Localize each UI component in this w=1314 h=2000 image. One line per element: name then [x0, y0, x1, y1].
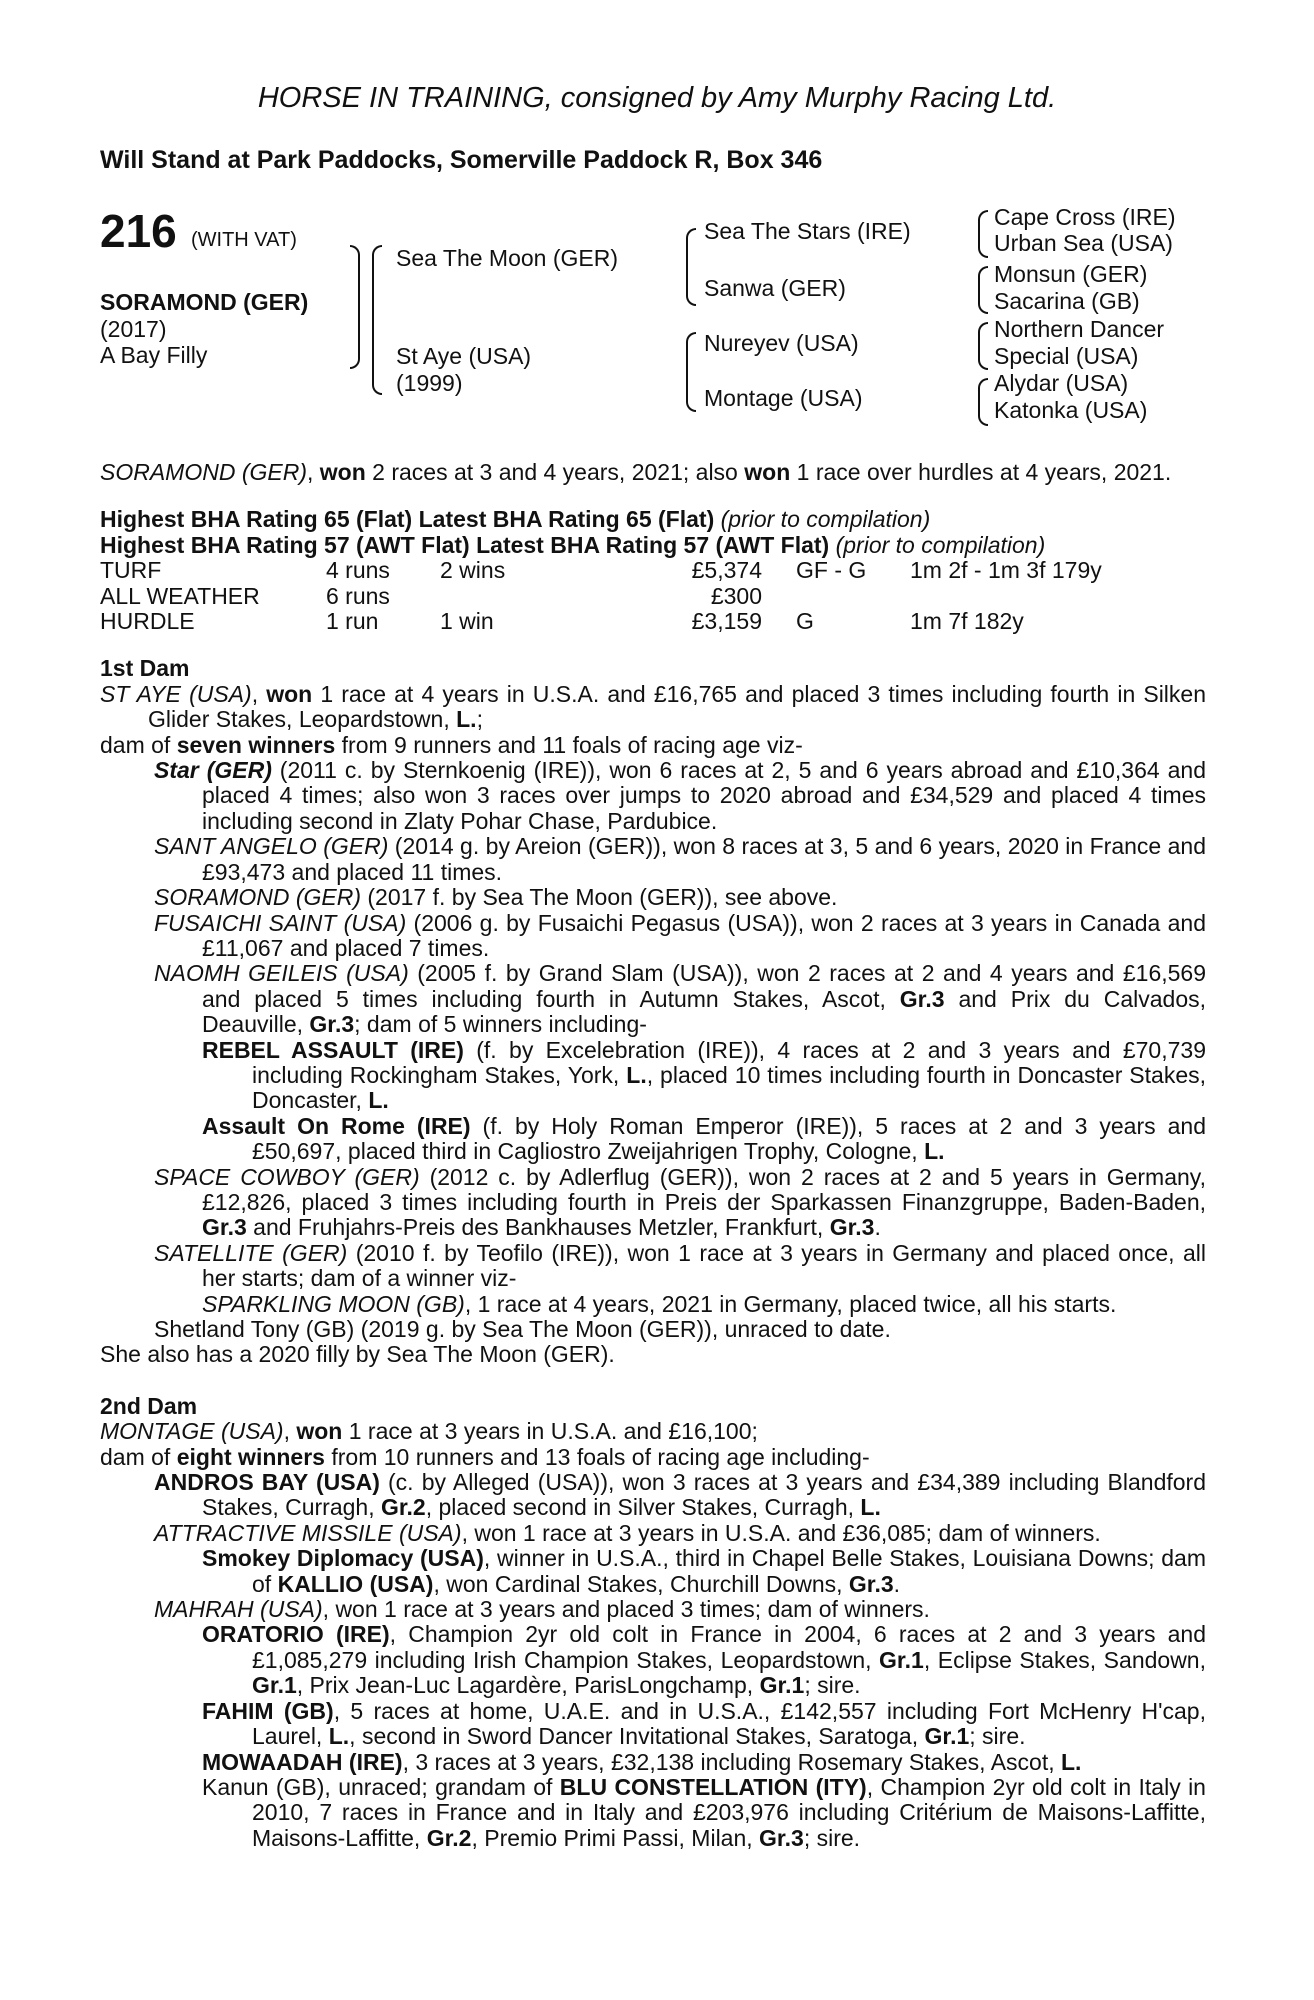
- pedigree-dam-year: (1999): [396, 370, 463, 396]
- list-item: FAHIM (GB), 5 races at home, U.A.E. and in U.S.A., £142,557 including Fort McHenry H'cap, Laurel, L., second in Sword Dancer Invitational Stakes, Saratoga, Gr.1; sire.: [202, 1697, 1206, 1750]
- pedigree-brace: [372, 245, 382, 395]
- catalogue-body: [100, 460, 1206, 1851]
- pedigree-sds: Monsun (GER): [994, 261, 1148, 287]
- pedigree-dam-sire: Nureyev (USA): [704, 330, 859, 356]
- pedigree-sire-dam: Sanwa (GER): [704, 275, 846, 301]
- catalogue-header: HORSE IN TRAINING, consigned by Amy Murphy Racing Ltd.: [257, 82, 1057, 114]
- first-dam-produce: dam of seven winners from 9 runners and 11 foals of racing age viz-: [100, 731, 803, 758]
- pedigree-ssd: Urban Sea (USA): [994, 230, 1173, 256]
- list-item: Kanun (GB), unraced; grandam of BLU CONSTELLATION (ITY), Champion 2yr old colt in Italy in 2010, 7 races in France and in Italy and £203,976 including Critérium de Maisons-Laffitte, Maisons-Laffitte, Gr.2, Premio Primi Passi, Milan, Gr.3; sire.: [202, 1773, 1206, 1851]
- list-item: Assault On Rome (IRE) (f. by Holy Roman Emperor (IRE)), 5 races at 2 and 3 years and £50,697, placed third in Cagliostro Zweijahrigen Trophy, Cologne, L.: [202, 1112, 1206, 1165]
- lot-vat: (WITH VAT): [191, 229, 297, 251]
- race-summary: SORAMOND (GER), won 2 races at 3 and 4 years, 2021; also won 1 race over hurdles at 4 years, 2021.: [100, 459, 1172, 485]
- list-item: Star (GER) (2011 c. by Sternkoenig (IRE)), won 6 races at 2, 5 and 6 years abroad and £10,364 and placed 4 times; also won 3 races over jumps to 2020 abroad and £34,529 and placed 4 times including second in Zlaty Pohar Chase, Pardubice.: [154, 757, 1206, 834]
- list-item: SORAMOND (GER) (2017 f. by Sea The Moon (GER)), see above.: [154, 884, 838, 911]
- lot-name: SORAMOND (GER): [100, 289, 309, 315]
- pedigree-brace: [978, 266, 988, 314]
- first-dam-heading: 1st Dam: [100, 655, 190, 682]
- list-item: FUSAICHI SAINT (USA) (2006 g. by Fusaichi Pegasus (USA)), won 2 races at 3 years in Canada and £11,067 and placed 7 times.: [154, 909, 1206, 961]
- lot-year: (2017): [100, 316, 167, 342]
- pedigree-brace: [686, 332, 696, 412]
- table-row: TURF 4 runs 2 wins £5,374 GF - G 1m 2f - 1m 3f 179y: [100, 557, 1102, 584]
- pedigree-brace: [978, 210, 988, 258]
- lot-number: 216: [100, 205, 177, 257]
- list-item: SATELLITE (GER) (2010 f. by Teofilo (IRE)), won 1 race at 3 years in Germany and placed once, all her starts; dam of a winner viz-: [154, 1239, 1206, 1292]
- second-dam-heading: 2nd Dam: [100, 1392, 198, 1419]
- list-item: SPARKLING MOON (GB), 1 race at 4 years, 2021 in Germany, placed twice, all his starts.: [202, 1290, 1117, 1317]
- pedigree-dss: Northern Dancer: [994, 316, 1165, 342]
- list-item: NAOMH GEILEIS (USA) (2005 f. by Grand Slam (USA)), won 2 races at 2 and 4 years and £16,569 and placed 5 times including fourth in Autumn Stakes, Ascot, Gr.3 and Prix du Calvados, Deauville, Gr.3; dam of 5 winners including-: [154, 960, 1207, 1038]
- list-item: MOWAADAH (IRE), 3 races at 3 years, £32,138 including Rosemary Stakes, Ascot, L.: [202, 1748, 1082, 1775]
- pedigree-sire: Sea The Moon (GER): [396, 245, 619, 271]
- lot-description: A Bay Filly: [100, 342, 208, 368]
- list-item: SANT ANGELO (GER) (2014 g. by Areion (GER)), won 8 races at 3, 5 and 6 years, 2020 in France and £93,473 and placed 11 times.: [154, 833, 1206, 885]
- stand-location: Will Stand at Park Paddocks, Somerville Paddock R, Box 346: [100, 146, 823, 174]
- pedigree-dam-dam: Montage (USA): [704, 385, 863, 411]
- second-dam-record: MONTAGE (USA), won 1 race at 3 years in U.S.A. and £16,100;: [100, 1418, 758, 1445]
- table-row: HURDLE 1 run 1 win £3,159 G 1m 7f 182y: [100, 608, 1024, 635]
- list-item: Smokey Diplomacy (USA), winner in U.S.A., third in Chapel Belle Stakes, Louisiana Downs; dam of KALLIO (USA), won Cardinal Stakes, Churchill Downs, Gr.3.: [202, 1545, 1206, 1597]
- first-dam-note: She also has a 2020 filly by Sea The Moon (GER).: [100, 1341, 615, 1368]
- list-item: ATTRACTIVE MISSILE (USA), won 1 race at 3 years in U.S.A. and £36,085; dam of winners.: [154, 1519, 1101, 1546]
- pedigree-panel: [0, 0, 1314, 440]
- rating-line-flat: Highest BHA Rating 65 (Flat) Latest BHA Rating 65 (Flat) (prior to compilation): [100, 506, 931, 533]
- list-item: Shetland Tony (GB) (2019 g. by Sea The Moon (GER)), unraced to date.: [154, 1316, 891, 1342]
- first-dam-record: ST AYE (USA), won 1 race at 4 years in U.S.A. and £16,765 and placed 3 times including fourth in Silken Glider Stakes, Leopardstown, L.;: [100, 680, 1207, 733]
- pedigree-ddd: Katonka (USA): [994, 397, 1148, 423]
- list-item: MAHRAH (USA), won 1 race at 3 years and placed 3 times; dam of winners.: [154, 1596, 930, 1623]
- pedigree-sdd: Sacarina (GB): [994, 288, 1140, 314]
- race-record-table: [100, 558, 1102, 634]
- list-item: ANDROS BAY (USA) (c. by Alleged (USA)), won 3 races at 3 years and £34,389 including Blandford Stakes, Curragh, Gr.2, placed second in Silver Stakes, Curragh, L.: [154, 1469, 1206, 1521]
- list-item: REBEL ASSAULT (IRE) (f. by Excelebration (IRE)), 4 races at 2 and 3 years and £70,739 including Rockingham Stakes, York, L., placed 10 times including fourth in Doncaster Stakes, Doncaster, L.: [202, 1036, 1206, 1114]
- pedigree-dam: St Aye (USA): [396, 343, 532, 369]
- list-item: SPACE COWBOY (GER) (2012 c. by Adlerflug (GER)), won 2 races at 2 and 5 years in Germany, £12,826, placed 3 times including fourth in Preis der Sparkassen Finanzgruppe, Baden-Baden, Gr.3 and Fruhjahrs-Preis des Bankhauses Metzler, Frankfurt, Gr.3.: [154, 1163, 1206, 1241]
- pedigree-sss: Cape Cross (IRE): [994, 204, 1176, 230]
- second-dam-produce: dam of eight winners from 10 runners and 13 foals of racing age including-: [100, 1443, 870, 1470]
- pedigree-dds: Alydar (USA): [994, 370, 1129, 396]
- pedigree-sire-sire: Sea The Stars (IRE): [704, 218, 911, 244]
- pedigree-dsd: Special (USA): [994, 343, 1139, 369]
- pedigree-brace: [978, 378, 988, 426]
- pedigree-brace: [686, 228, 696, 306]
- table-row: ALL WEATHER 6 runs £300: [100, 582, 762, 609]
- pedigree-brace: [350, 245, 360, 369]
- rating-line-awt: Highest BHA Rating 57 (AWT Flat) Latest BHA Rating 57 (AWT Flat) (prior to compilation): [100, 531, 1046, 558]
- pedigree-brace: [978, 322, 988, 370]
- list-item: ORATORIO (IRE), Champion 2yr old colt in France in 2004, 6 races at 2 and 3 years and £1,085,279 including Irish Champion Stakes, Leopardstown, Gr.1, Eclipse Stakes, Sandown, Gr.1, Prix Jean-Luc Lagardère, ParisLongchamp, Gr.1; sire.: [202, 1621, 1206, 1699]
